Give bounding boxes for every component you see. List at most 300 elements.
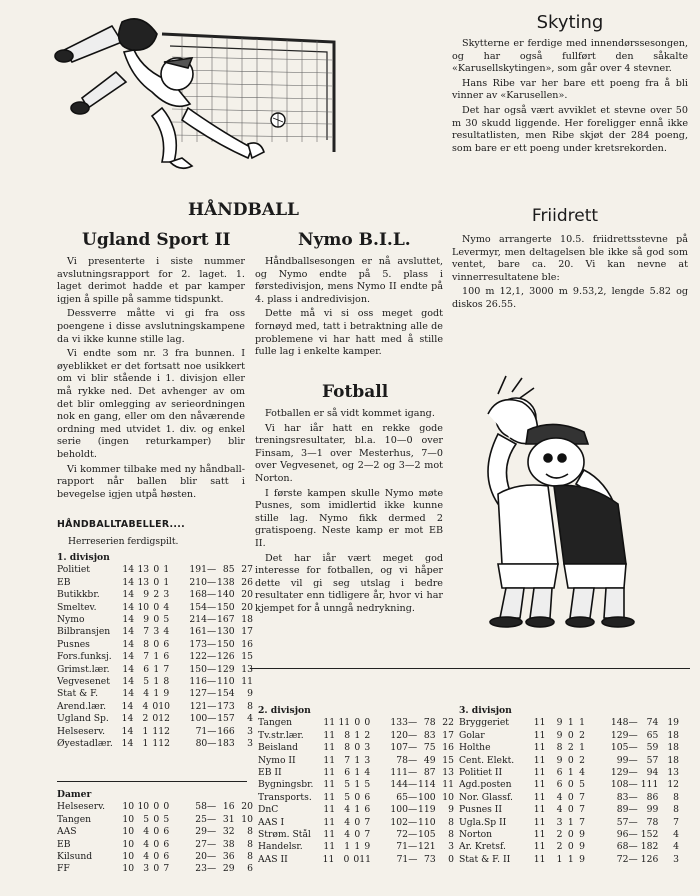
cell-wins: 9	[556, 717, 563, 729]
skyting-body	[452, 38, 688, 157]
cell-team-name: Cent. Elekt.	[459, 754, 515, 766]
cell-losses: 7	[579, 816, 585, 828]
cell-goals-for: 57—	[616, 816, 638, 828]
cell-losses: 7	[579, 804, 585, 816]
cell-games: 10	[122, 851, 135, 863]
skyting-paragraph: Skytterne er ferdige med innendørssesongen, og har også fullført den såkalte «Karusellskytingen», som går over 4 stevner.	[452, 38, 688, 75]
cell-wins: 4	[143, 851, 150, 863]
cell-losses: 4	[579, 767, 585, 779]
cell-points: 18	[667, 742, 680, 754]
cell-wins: 8	[344, 742, 351, 754]
cell-goals-for: 191—	[189, 564, 217, 576]
cell-draws: 0	[153, 601, 160, 613]
damer-table	[57, 789, 253, 876]
cell-points: 8	[448, 829, 454, 841]
table-row	[459, 755, 679, 767]
cell-points: 18	[667, 729, 680, 741]
cell-draws: 1	[567, 853, 574, 865]
cell-losses: 0	[364, 717, 371, 729]
table-row	[57, 664, 253, 676]
cell-wins: 2	[556, 829, 563, 841]
table-row	[459, 779, 679, 791]
cell-draws: 1	[354, 754, 361, 766]
cell-goals-for: 133—	[390, 717, 418, 729]
cell-losses: 3	[364, 754, 371, 766]
cell-games: 11	[323, 767, 336, 779]
cell-goals-against: 85	[222, 564, 235, 576]
cell-draws: 0	[152, 700, 159, 712]
cell-games: 11	[323, 717, 336, 729]
table-row	[459, 817, 679, 829]
cell-draws: 0	[354, 791, 361, 803]
table-row	[258, 841, 454, 853]
cell-games: 14	[121, 738, 134, 750]
cell-games: 14	[122, 601, 135, 613]
div1-table	[57, 552, 253, 751]
cell-games: 11	[323, 754, 336, 766]
cell-goals-for: 100—	[189, 713, 217, 725]
cell-team-name: Pusnes II	[459, 804, 503, 816]
cell-draws: 0	[353, 853, 360, 865]
cell-team-name: Bryggeriet	[459, 717, 509, 729]
cell-losses: 5	[579, 779, 585, 791]
cell-losses: 9	[579, 853, 585, 865]
cell-team-name: Bygningsbr.	[258, 779, 314, 791]
table-row	[57, 726, 253, 738]
cell-games: 11	[322, 853, 335, 865]
cell-goals-against: 154	[217, 688, 235, 700]
cell-goals-for: 65—	[396, 791, 418, 803]
cell-goals-against: 99	[646, 804, 659, 816]
cell-points: 26	[241, 576, 253, 588]
cell-wins: 13	[137, 576, 150, 588]
cell-points: 13	[442, 767, 454, 779]
cell-goals-for: 107—	[390, 742, 418, 754]
cell-wins: 4	[344, 804, 351, 816]
cell-games: 10	[122, 813, 135, 825]
cell-goals-against: 126	[640, 853, 659, 865]
cell-wins: 9	[556, 754, 563, 766]
table-row	[57, 839, 253, 851]
cell-draws: 0	[153, 813, 160, 825]
cell-wins: 9	[556, 729, 563, 741]
cell-losses: 9	[163, 688, 170, 700]
cell-losses: 6	[163, 851, 170, 863]
cell-wins: 4	[344, 816, 351, 828]
cell-draws: 1	[153, 663, 160, 675]
cell-goals-against: 94	[646, 767, 659, 779]
cell-games: 11	[533, 742, 546, 754]
cell-goals-against: 36	[222, 851, 235, 863]
cell-points: 9	[448, 804, 454, 816]
friidrett-title: Friidrett	[531, 206, 599, 226]
cell-losses: 1	[163, 564, 170, 576]
cell-goals-for: 72—	[396, 829, 418, 841]
cell-wins: 1	[556, 853, 563, 865]
cell-goals-against: 16	[222, 801, 235, 813]
cell-goals-against: 73	[424, 853, 436, 865]
cell-draws: 0	[153, 564, 160, 576]
cell-wins: 4	[143, 688, 150, 700]
cell-points: 12	[667, 779, 680, 791]
fotball-paragraph: Det har iår vært meget god interesse for fotballen, og vi håper dette vil gi seg utslag i bedre resultater enn tidligere år, hvor vi har kjempet for å unngå nedrykning.	[255, 552, 443, 614]
cell-goals-for: 120—	[390, 729, 418, 741]
cell-draws: 0	[354, 829, 361, 841]
table-row	[459, 717, 679, 729]
cell-games: 11	[533, 829, 546, 841]
table-row	[57, 688, 253, 700]
cell-losses: 1	[579, 717, 585, 729]
table-row	[258, 817, 454, 829]
cell-games: 11	[323, 841, 336, 853]
ugland-paragraph: Dessverre måtte vi gi fra oss poengene i disse avslutningskampene da vi ikke kunne stille lag.	[57, 308, 245, 345]
cell-games: 14	[122, 576, 135, 588]
cell-games: 14	[122, 614, 135, 626]
cell-draws: 3	[153, 626, 160, 638]
cell-goals-against: 110	[217, 676, 235, 688]
table-row	[57, 614, 253, 626]
cell-points: 11	[241, 676, 253, 688]
cell-draws: 0	[567, 791, 574, 803]
cell-draws: 2	[567, 742, 574, 754]
cell-losses: 9	[579, 829, 585, 841]
cell-points: 8	[247, 838, 253, 850]
table-row	[57, 577, 253, 589]
table-row	[258, 804, 454, 816]
cell-wins: 3	[556, 816, 563, 828]
cell-team-name: Transports.	[258, 791, 312, 803]
cell-wins: 5	[143, 676, 150, 688]
cell-team-name: Grimst.lær.	[57, 663, 110, 675]
table-row	[57, 863, 253, 875]
cell-goals-for: 27—	[195, 838, 217, 850]
section-divider	[250, 668, 690, 669]
cell-points: 3	[247, 725, 253, 737]
cell-losses: 9	[579, 841, 585, 853]
cell-draws: 0	[153, 576, 160, 588]
cell-games: 11	[533, 791, 546, 803]
cell-losses: 6	[163, 638, 170, 650]
cell-goals-against: 86	[646, 791, 659, 803]
cell-team-name: Øyestadlær.	[57, 738, 113, 750]
cell-wins: 3	[143, 863, 150, 875]
cell-goals-for: 108—	[610, 779, 638, 791]
cell-team-name: Beisland	[258, 742, 299, 754]
cell-losses: 6	[364, 791, 371, 803]
table-row	[57, 713, 253, 725]
cell-goals-for: 80—	[195, 738, 217, 750]
cell-team-name: EB	[57, 838, 71, 850]
cell-losses: 4	[163, 626, 170, 638]
cell-wins: 8	[556, 742, 563, 754]
cell-points: 17	[442, 729, 454, 741]
cell-draws: 0	[153, 801, 160, 813]
cell-draws: 0	[567, 729, 574, 741]
goalkeeper-illustration	[52, 12, 342, 180]
cell-goals-against: 130	[217, 626, 235, 638]
ugland-paragraph: Vi presenterte i siste nummer avslutningsrapport for 2. laget. 1. laget derimot hadde et par kamper igjen å spille på samme tidspunkt.	[57, 256, 245, 305]
cell-goals-for: 29—	[195, 826, 217, 838]
cell-wins: 7	[143, 626, 150, 638]
cell-wins: 4	[143, 838, 150, 850]
cell-draws: 0	[153, 838, 160, 850]
cell-goals-for: 96—	[616, 829, 638, 841]
cell-wins: 4	[556, 804, 563, 816]
cell-wins: 5	[143, 813, 150, 825]
cell-draws: 0	[354, 717, 361, 729]
cell-games: 14	[121, 700, 134, 712]
cell-goals-for: 122—	[189, 651, 217, 663]
cell-goals-against: 32	[222, 826, 235, 838]
cell-team-name: Strøm. Stål	[258, 829, 311, 841]
cell-points: 3	[247, 738, 253, 750]
table-row	[57, 639, 253, 651]
cell-wins: 8	[143, 638, 150, 650]
cell-team-name: Nor. Glassf.	[459, 791, 513, 803]
cell-goals-against: 29	[222, 863, 235, 875]
cell-goals-against: 78	[646, 816, 659, 828]
cell-games: 14	[121, 725, 134, 737]
cell-team-name: Helseserv.	[57, 801, 106, 813]
cell-goals-against: 111	[640, 779, 659, 791]
cell-goals-for: 83—	[616, 791, 638, 803]
cell-goals-against: 65	[646, 729, 659, 741]
skyting-paragraph: Hans Ribe var her bare ett poeng fra å bli vinner av «Karusellen».	[452, 77, 688, 102]
cell-goals-for: 99—	[616, 754, 638, 766]
cell-games: 14	[122, 564, 135, 576]
cell-draws: 0	[567, 779, 574, 791]
cell-points: 22	[442, 717, 454, 729]
table-row	[459, 767, 679, 779]
cell-points: 9	[247, 688, 253, 700]
table-row	[459, 804, 679, 816]
cell-points: 18	[667, 754, 680, 766]
cell-goals-for: 121—	[189, 700, 217, 712]
cell-losses: 7	[163, 663, 170, 675]
cell-losses: 2	[579, 729, 585, 741]
cell-wins: 1	[142, 738, 149, 750]
cell-wins: 11	[338, 717, 351, 729]
cell-points: 13	[667, 767, 680, 779]
cell-goals-for: 129—	[610, 767, 638, 779]
cell-wins: 5	[344, 779, 351, 791]
cell-points: 4	[673, 829, 680, 841]
table-row	[57, 589, 253, 601]
cell-goals-against: 167	[217, 614, 235, 626]
cell-points: 20	[241, 601, 253, 613]
cell-games: 10	[122, 863, 135, 875]
cell-games: 11	[533, 804, 546, 816]
cell-games: 14	[121, 713, 134, 725]
table-row	[258, 792, 454, 804]
cell-points: 8	[247, 826, 253, 838]
cell-team-name: Politiet II	[459, 767, 503, 779]
cell-draws: 1	[153, 688, 160, 700]
cell-goals-against: 183	[217, 738, 235, 750]
cell-team-name: Tangen	[57, 813, 92, 825]
cell-points: 16	[241, 638, 253, 650]
cell-losses: 9	[364, 841, 371, 853]
cell-points: 7	[673, 816, 680, 828]
cell-wins: 8	[344, 729, 351, 741]
cell-team-name: Holthe	[459, 742, 491, 754]
cell-draws: 0	[567, 754, 574, 766]
cell-losses: 12	[158, 713, 170, 725]
cell-goals-against: 75	[423, 742, 436, 754]
cell-goals-against: 38	[222, 838, 235, 850]
cell-team-name: Arend.lær.	[57, 700, 107, 712]
cell-points: 4	[673, 841, 680, 853]
cell-goals-for: 23—	[195, 863, 217, 875]
cell-points: 15	[442, 754, 454, 766]
cell-games: 11	[323, 779, 336, 791]
cell-losses: 12	[158, 725, 170, 737]
cell-draws: 1	[567, 717, 574, 729]
cell-team-name: Fors.funksj.	[57, 651, 112, 663]
cell-wins: 0	[343, 853, 350, 865]
cell-draws: 1	[152, 725, 159, 737]
cell-goals-against: 59	[646, 742, 659, 754]
cell-points: 27	[241, 564, 253, 576]
cell-points: 15	[241, 651, 253, 663]
cell-goals-against: 110	[418, 816, 436, 828]
cell-points: 11	[442, 779, 454, 791]
table-row	[57, 814, 253, 826]
cell-wins: 1	[142, 725, 149, 737]
cell-draws: 0	[354, 816, 361, 828]
friidrett-paragraph: 100 m 12,1, 3000 m 9.53,2, lengde 5.82 og diskos 26.55.	[452, 286, 688, 310]
cell-games: 10	[122, 826, 135, 838]
div3-table	[459, 705, 679, 866]
cell-goals-for: 111—	[390, 767, 418, 779]
table-row	[57, 651, 253, 663]
skyting-paragraph: Det har også vært avviklet et stevne over 50 m 30 skudd liggende. Her foreligger ennå ikke resultatlisten, men Ribe skjøt der 284 poeng, som bare er ett poeng under kretsrekorden.	[452, 104, 688, 154]
tabeller-subheading: Herreserien ferdigspilt.	[68, 536, 179, 547]
cell-wins: 2	[556, 841, 563, 853]
cell-team-name: EB	[57, 576, 71, 588]
cell-goals-for: 129—	[610, 729, 638, 741]
cell-games: 11	[323, 791, 336, 803]
cell-losses: 6	[364, 804, 371, 816]
cell-losses: 3	[163, 589, 170, 601]
cell-games: 11	[533, 779, 546, 791]
cell-games: 14	[122, 688, 135, 700]
cell-draws: 0	[153, 826, 160, 838]
cell-games: 14	[122, 651, 135, 663]
cell-goals-for: 210—	[189, 576, 217, 588]
cell-games: 11	[533, 767, 546, 779]
cell-points: 20	[241, 801, 253, 813]
fotball-paragraph: Fotballen er så vidt kommet igang.	[265, 408, 435, 419]
cell-games: 11	[323, 804, 336, 816]
cell-points: 19	[667, 717, 680, 729]
cell-goals-against: 121	[418, 841, 436, 853]
cell-wins: 6	[556, 779, 563, 791]
cell-losses: 3	[364, 742, 371, 754]
table-row	[459, 742, 679, 754]
cell-goals-against: 114	[418, 779, 436, 791]
cell-points: 8	[673, 791, 680, 803]
cell-goals-for: 150—	[189, 663, 217, 675]
cell-draws: 0	[153, 614, 160, 626]
cell-goals-against: 57	[646, 754, 659, 766]
ugland-body	[57, 256, 245, 503]
fotball-paragraph: I første kampen skulle Nymo møte Pusnes, som imidlertid ikke kunne stille lag. Nymo fikk dermed 2 gratispoeng. Neste kamp er mot EB II.	[255, 487, 443, 549]
cell-wins: 9	[143, 614, 150, 626]
cell-goals-for: 173—	[189, 638, 217, 650]
table-row	[258, 779, 454, 791]
cell-draws: 1	[153, 651, 160, 663]
table-row	[57, 564, 253, 576]
table-row	[258, 829, 454, 841]
friidrett-paragraph: Nymo arrangerte 10.5. friidrettsstevne på Levermyr, men deltagelsen ble ikke så god som ventet, bare ca. 20. Vi kan nevne at vinnerresultatene ble:	[452, 234, 688, 283]
cell-losses: 5	[163, 813, 170, 825]
cell-goals-for: 168—	[189, 589, 217, 601]
cell-team-name: AAS II	[258, 853, 288, 865]
cell-losses: 7	[163, 863, 170, 875]
cell-goals-against: 166	[217, 725, 235, 737]
cell-goals-for: 100—	[390, 804, 418, 816]
football-players-illustration	[458, 374, 648, 630]
cell-losses: 2	[579, 754, 585, 766]
cell-games: 11	[533, 754, 546, 766]
nymo-paragraph: Håndballsesongen er nå avsluttet, og Nymo endte på 5. plass i førstedivisjon, mens Nymo II endte på 4. plass i andredivisjon.	[255, 256, 443, 305]
cell-games: 10	[122, 801, 135, 813]
cell-wins: 4	[142, 700, 149, 712]
table-row	[57, 851, 253, 863]
cell-goals-against: 140	[217, 589, 235, 601]
cell-team-name: Politiet	[57, 564, 90, 576]
cell-losses: 8	[163, 676, 170, 688]
cell-team-name: AAS	[57, 826, 77, 838]
table-row	[258, 767, 454, 779]
cell-games: 11	[323, 742, 336, 754]
cell-losses: 10	[158, 700, 170, 712]
cell-draws: 0	[567, 804, 574, 816]
cell-points: 8	[448, 816, 454, 828]
cell-losses: 6	[163, 826, 170, 838]
cell-points: 0	[448, 853, 454, 865]
cell-draws: 1	[354, 729, 361, 741]
cell-wins: 4	[556, 791, 563, 803]
cell-goals-against: 31	[222, 813, 235, 825]
table-row	[258, 755, 454, 767]
cell-losses: 5	[364, 779, 371, 791]
cell-draws: 0	[153, 863, 160, 875]
cell-losses: 4	[163, 601, 170, 613]
table-row	[258, 730, 454, 742]
cell-goals-for: 71—	[195, 725, 217, 737]
cell-wins: 4	[344, 829, 351, 841]
table-row	[57, 676, 253, 688]
cell-points: 13	[241, 663, 253, 675]
cell-losses: 1	[579, 742, 585, 754]
cell-draws: 1	[354, 804, 361, 816]
cell-team-name: DnC	[258, 804, 279, 816]
cell-team-name: Butikkbr.	[57, 589, 100, 601]
table-row	[57, 626, 253, 638]
cell-goals-for: 71—	[396, 841, 418, 853]
table-row	[258, 742, 454, 754]
cell-team-name: Norton	[459, 829, 493, 841]
cell-goals-against: 138	[217, 576, 235, 588]
cell-losses: 11	[359, 853, 371, 865]
cell-draws: 1	[354, 841, 361, 853]
cell-losses: 7	[364, 816, 371, 828]
table-row	[459, 829, 679, 841]
cell-team-name: Nymo	[57, 614, 85, 626]
cell-games: 11	[533, 729, 546, 741]
